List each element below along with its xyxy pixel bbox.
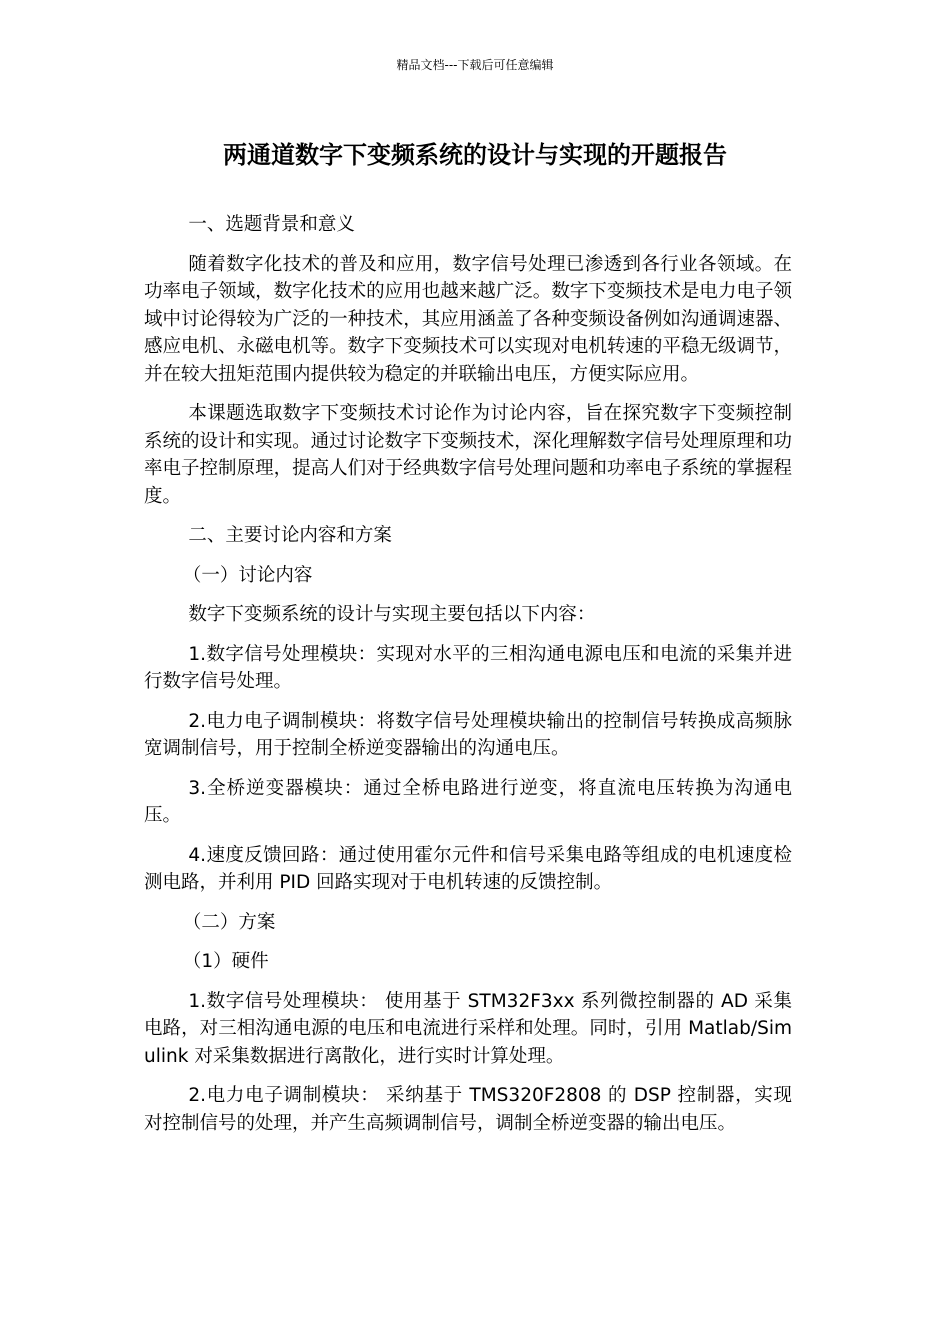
subheading-scheme: （二）方案 [182,911,276,933]
paragraph-hardware-modulation: 2.电力电子调制模块： 采纳基于 TMS320F2808 的 DSP 控制器，实现对控制信号的处理，并产生高频调制信号，调制全桥逆变器的输出电压。 [144,1085,792,1134]
section-heading-content: 二、主要讨论内容和方案 [188,525,392,546]
paragraph-hardware-dsp: 1.数字信号处理模块： 使用基于 STM32F3xx 系列微控制器的 AD 采集电路，对三相沟通电源的电压和电流进行采样和处理。同时，引用 Matlab/Simulink 对采集数据进行离散化，进行实时计算处理。 [144,990,792,1067]
subheading-research-content: （一）讨论内容 [182,564,313,586]
paragraph-background-1: 随着数字化技术的普及和应用，数字信号处理已渗透到各行业各领域。在功率电子领域，数字化技术的应用也越来越广泛。数字下变频技术是电力电子领域中讨论得较为广泛的一种技术，其应用涵盖了各种变频设备例如沟通调速器、感应电机、永磁电机等。数字下变频技术可以实现对电机转速的平稳无级调节，并在较大扭矩范围内提供较为稳定的并联输出电压，方便实际应用。 [144,253,792,385]
page-header-note: 精品文档---下载后可任意编辑 [396,58,554,72]
list-item-dsp-module: 1.数字信号处理模块：实现对水平的三相沟通电源电压和电流的采集并进行数字信号处理。 [144,643,792,692]
document-body [144,211,792,1149]
section-heading-background: 一、选题背景和意义 [188,214,355,235]
paragraph-content-intro: 数字下变频系统的设计与实现主要包括以下内容： [188,604,596,625]
list-item-modulation-module: 2.电力电子调制模块：将数字信号处理模块输出的控制信号转换成高频脉宽调制信号，用于控制全桥逆变器输出的沟通电压。 [144,710,792,759]
paragraph-background-2: 本课题选取数字下变频技术讨论作为讨论内容，旨在探究数字下变频控制系统的设计和实现。通过讨论数字下变频技术，深化理解数字信号处理原理和功率电子控制原理，提高人们对于经典数字信号处理问题和功率电子系统的掌握程度。 [144,403,792,507]
subheading-hardware: （1）硬件 [182,951,269,972]
list-item-inverter-module: 3.全桥逆变器模块：通过全桥电路进行逆变，将直流电压转换为沟通电压。 [144,777,792,826]
document-title: 两通道数字下变频系统的设计与实现的开题报告 [223,141,727,169]
list-item-speed-feedback: 4.速度反馈回路：通过使用霍尔元件和信号采集电路等组成的电机速度检测电路，并利用 PID 回路实现对于电机转速的反馈控制。 [144,844,792,893]
